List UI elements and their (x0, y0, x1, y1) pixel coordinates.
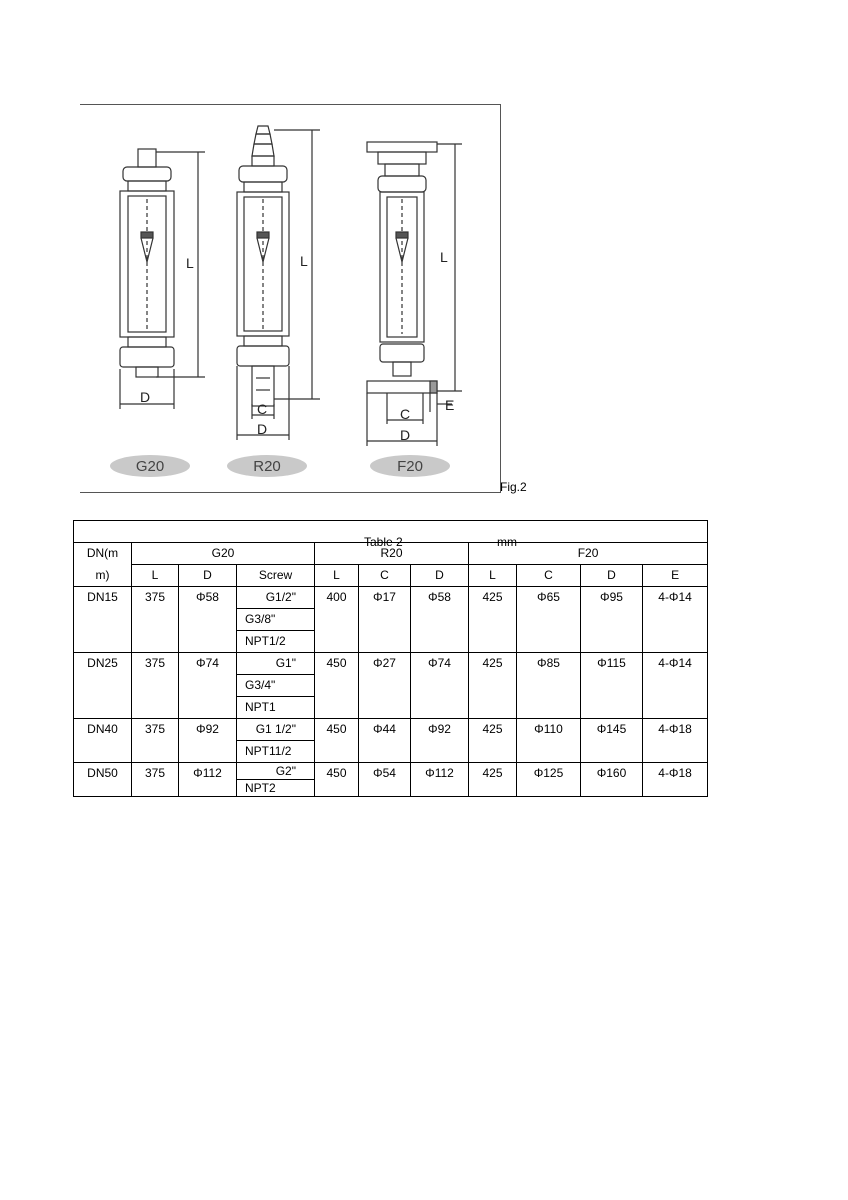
sub-header: D (581, 565, 643, 587)
f-e-cell: 4-Φ14 (643, 587, 708, 653)
svg-text:D: D (400, 427, 411, 443)
badge-g20: G20 (135, 458, 165, 475)
r-l-cell: 450 (315, 653, 359, 719)
g-l-cell: 375 (132, 653, 179, 719)
f-e-cell: 4-Φ18 (643, 719, 708, 763)
svg-text:D: D (140, 389, 151, 405)
screw-cell: G1" (237, 653, 315, 675)
sub-header: D (179, 565, 237, 587)
g-d-cell: Φ58 (179, 587, 237, 653)
r-c-cell: Φ27 (359, 653, 411, 719)
sub-header-row (74, 565, 708, 587)
table-row (74, 763, 708, 780)
svg-text:C: C (257, 401, 268, 417)
figure-caption: Fig.2 (500, 480, 527, 494)
r-d-cell: Φ58 (411, 587, 469, 653)
sub-header: L (315, 565, 359, 587)
dn-header: DN(m (74, 543, 132, 565)
g-l-cell: 375 (132, 587, 179, 653)
svg-text:L: L (186, 255, 194, 271)
f-c-cell: Φ110 (517, 719, 581, 763)
f-l-cell: 425 (469, 719, 517, 763)
screw-cell: G3/8" (237, 609, 315, 631)
screw-cell: G3/4" (237, 675, 315, 697)
table-row (74, 587, 708, 609)
flowmeter-drawing (80, 104, 500, 491)
screw-cell: NPT11/2 (237, 741, 315, 763)
dn-cell: DN40 (74, 719, 132, 763)
group-f20: F20 (469, 543, 708, 565)
table-row (74, 653, 708, 675)
f-c-cell: Φ85 (517, 653, 581, 719)
r-c-cell: Φ17 (359, 587, 411, 653)
screw-cell: NPT2 (237, 780, 315, 797)
f-d-cell: Φ115 (581, 653, 643, 719)
table-title: Table 2 (364, 534, 403, 549)
group-r20: R20 (315, 543, 469, 565)
g-d-cell: Φ74 (179, 653, 237, 719)
f-l-cell: 425 (469, 587, 517, 653)
f-l-cell: 425 (469, 653, 517, 719)
r-l-cell: 450 (315, 719, 359, 763)
screw-cell: G1/2" (237, 587, 315, 609)
table-unit: mm (497, 534, 517, 549)
dn-header-cont: m) (74, 565, 132, 587)
dn-cell: DN50 (74, 763, 132, 797)
sub-header: L (132, 565, 179, 587)
spec-table (73, 520, 708, 797)
r20-drawing (237, 126, 320, 440)
sub-header: D (411, 565, 469, 587)
screw-cell: G1 1/2" (237, 719, 315, 741)
r-d-cell: Φ112 (411, 763, 469, 797)
svg-text:L: L (440, 249, 448, 265)
r-c-cell: Φ44 (359, 719, 411, 763)
dn-cell: DN15 (74, 587, 132, 653)
svg-text:C: C (400, 406, 411, 422)
svg-text:D: D (257, 421, 268, 437)
f-d-cell: Φ95 (581, 587, 643, 653)
f-e-cell: 4-Φ18 (643, 763, 708, 797)
f-e-cell: 4-Φ14 (643, 653, 708, 719)
sub-header: E (643, 565, 708, 587)
r-l-cell: 400 (315, 587, 359, 653)
svg-text:L: L (300, 253, 308, 269)
g20-drawing (120, 149, 205, 409)
model-badges (110, 455, 450, 477)
svg-text:E: E (445, 397, 455, 413)
f-l-cell: 425 (469, 763, 517, 797)
badge-r20: R20 (253, 458, 281, 475)
g-d-cell: Φ92 (179, 719, 237, 763)
screw-cell: NPT1/2 (237, 631, 315, 653)
badge-f20: F20 (397, 458, 423, 475)
f-c-cell: Φ65 (517, 587, 581, 653)
dn-cell: DN25 (74, 653, 132, 719)
screw-cell: G2" (237, 763, 315, 780)
sub-header: C (517, 565, 581, 587)
r-l-cell: 450 (315, 763, 359, 797)
f-c-cell: Φ125 (517, 763, 581, 797)
f-d-cell: Φ145 (581, 719, 643, 763)
sub-header: Screw (237, 565, 315, 587)
g-d-cell: Φ112 (179, 763, 237, 797)
group-g20: G20 (132, 543, 315, 565)
r-d-cell: Φ92 (411, 719, 469, 763)
r-c-cell: Φ54 (359, 763, 411, 797)
f-d-cell: Φ160 (581, 763, 643, 797)
table-row (74, 719, 708, 741)
sub-header: L (469, 565, 517, 587)
table-title-row (74, 521, 708, 543)
g-l-cell: 375 (132, 763, 179, 797)
sub-header: C (359, 565, 411, 587)
r-d-cell: Φ74 (411, 653, 469, 719)
g-l-cell: 375 (132, 719, 179, 763)
screw-cell: NPT1 (237, 697, 315, 719)
